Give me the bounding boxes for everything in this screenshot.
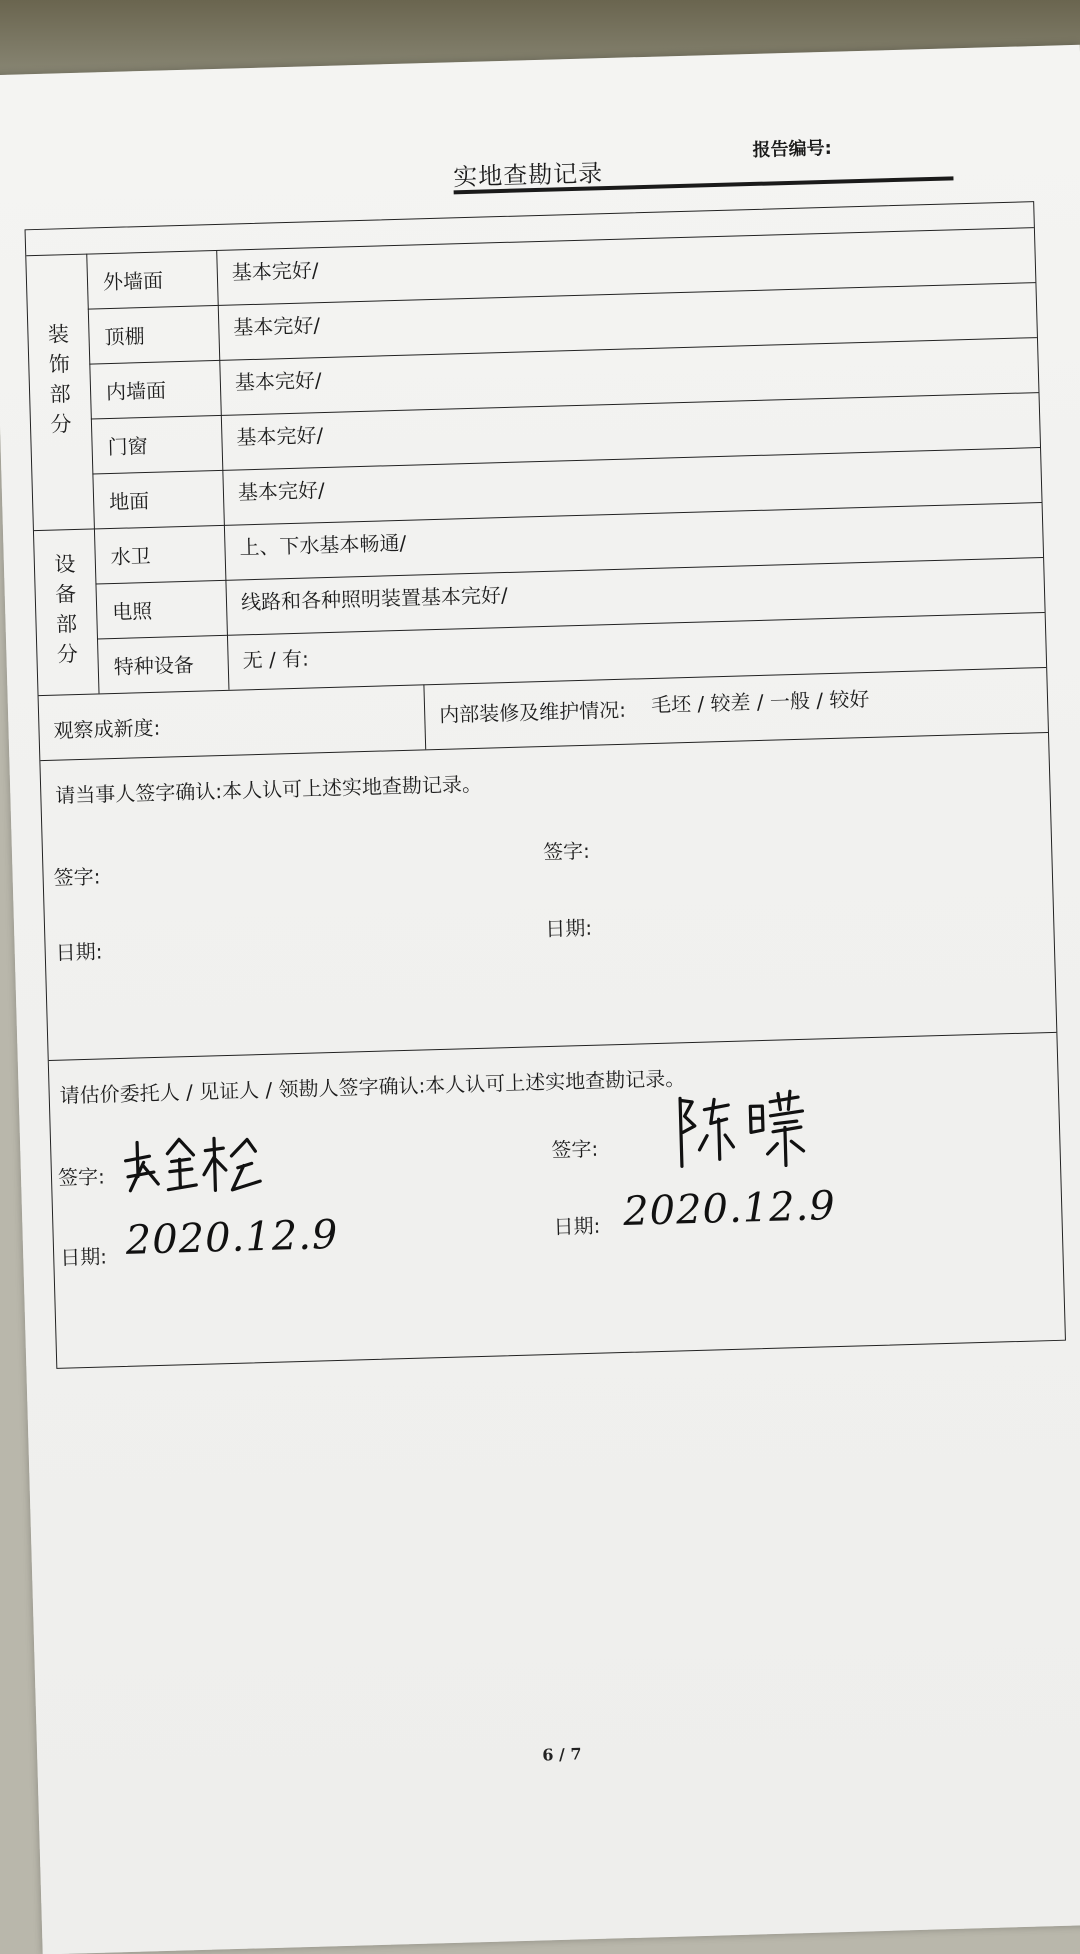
- decoration-group-label: 装饰部分: [47, 322, 72, 437]
- document-page: [0, 45, 1080, 1954]
- handwritten-date-left: 2020.12.9: [125, 1211, 339, 1264]
- client-date-label-right: 日期:: [553, 1213, 601, 1239]
- group-rule: [34, 502, 1042, 531]
- equipment-item-value: 上、下水基本畅通/: [239, 530, 407, 560]
- decoration-item-value: 基本完好/: [236, 423, 324, 450]
- party-date-label-right: 日期:: [544, 915, 593, 942]
- document-title: 实地查勘记录: [452, 159, 604, 192]
- equipment-item-label: 水卫: [110, 543, 152, 570]
- decoration-item-value: 基本完好/: [231, 258, 319, 285]
- decoration-item-value: 基本完好/: [234, 368, 322, 395]
- decoration-item-value: 基本完好/: [237, 478, 326, 505]
- client-sign-label-right: 签字:: [551, 1136, 599, 1162]
- party-sign-label-left: 签字:: [53, 864, 101, 890]
- client-confirm-statement: 请估价委托人 / 见证人 / 领勘人签字确认:本人认可上述实地查勘记录。: [59, 1066, 686, 1108]
- client-sign-label-left: 签字:: [57, 1164, 106, 1190]
- survey-form-table: [25, 201, 1066, 1369]
- signature-right: [670, 1087, 812, 1176]
- group-rule: [40, 732, 1048, 761]
- decoration-item-label: 地面: [108, 488, 150, 515]
- table-top-rule: [26, 227, 1034, 256]
- party-confirm-statement: 请当事人签字确认:本人认可上述实地查勘记录。: [55, 771, 483, 808]
- equipment-item-label: 特种设备: [113, 652, 195, 679]
- row-rule: [97, 612, 1045, 639]
- handwritten-date-right: 2020.12.9: [622, 1183, 837, 1235]
- row-rule: [88, 282, 1036, 309]
- row-rule: [92, 447, 1040, 474]
- condition-divider: [423, 684, 426, 749]
- decoration-item-label: 门窗: [107, 433, 148, 460]
- row-rule: [91, 392, 1039, 419]
- decoration-item-label: 外墙面: [102, 268, 164, 295]
- party-sign-label-right: 签字:: [542, 838, 591, 865]
- section-rule: [49, 1032, 1057, 1061]
- report-number-label: 报告编号:: [752, 137, 833, 161]
- decoration-item-label: 顶棚: [104, 324, 145, 350]
- party-date-label-left: 日期:: [55, 939, 103, 965]
- equipment-group-label: 设备部分: [54, 552, 79, 667]
- decoration-item-label: 内墙面: [105, 378, 167, 405]
- maintenance-label: 内部装修及维护情况:: [438, 697, 627, 727]
- equipment-item-label: 电照: [111, 598, 153, 625]
- signature-left: [119, 1129, 271, 1208]
- newness-label: 观察成新度:: [53, 715, 161, 743]
- decoration-item-value: 基本完好/: [233, 313, 321, 340]
- page-number: 6 / 7: [542, 1744, 582, 1765]
- row-rule: [89, 337, 1037, 364]
- bottom-spacer: [57, 1342, 1065, 1371]
- client-date-label-left: 日期:: [59, 1244, 108, 1270]
- row-rule: [95, 557, 1043, 584]
- maintenance-options: 毛坯 / 较差 / 一般 / 较好: [650, 686, 870, 718]
- equipment-item-value: 线路和各种照明装置基本完好/: [240, 582, 509, 615]
- equipment-item-value: 无 / 有:: [242, 646, 310, 673]
